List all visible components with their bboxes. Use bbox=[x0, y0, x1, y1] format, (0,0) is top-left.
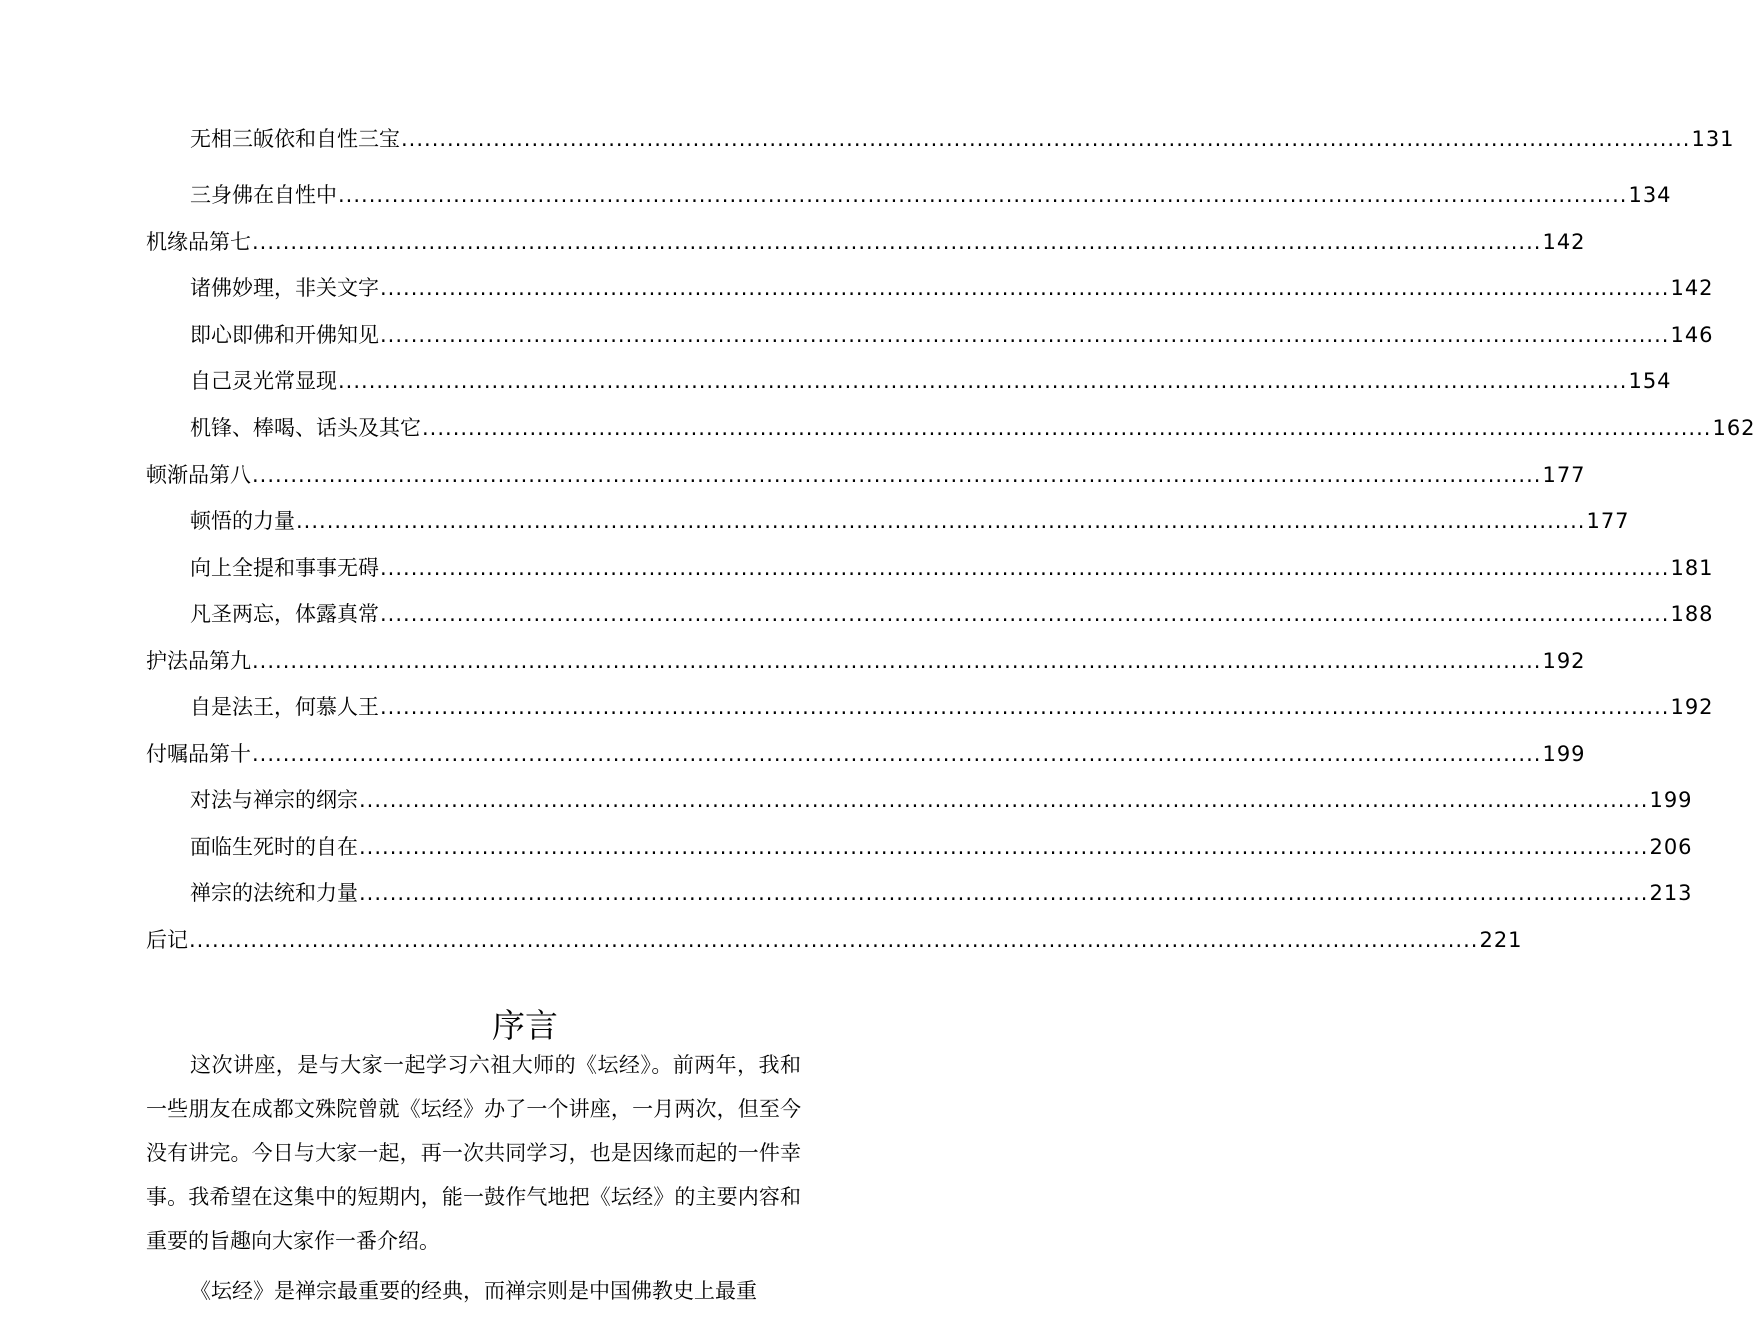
toc-entry-title: 凡圣两忘，体露真常 bbox=[190, 602, 379, 626]
toc-entry[interactable] bbox=[146, 739, 1586, 769]
toc-dot-leader: ........................................................................................................................................................................ bbox=[380, 323, 1670, 347]
toc-entry-title: 禅宗的法统和力量 bbox=[190, 881, 358, 905]
toc-entry-title: 向上全提和事事无碍 bbox=[190, 556, 379, 580]
toc-entry[interactable] bbox=[190, 599, 1714, 629]
toc-entry[interactable] bbox=[190, 506, 1630, 536]
toc-entry-title: 对法与禅宗的纲宗 bbox=[190, 788, 358, 812]
toc-page-number: 181 bbox=[1670, 556, 1714, 580]
toc-dot-leader: ........................................................................................................................................................................ bbox=[359, 788, 1649, 812]
toc-page-number: 142 bbox=[1542, 230, 1586, 254]
toc-entry-title: 顿渐品第八 bbox=[146, 463, 251, 487]
toc-page-number: 206 bbox=[1649, 835, 1693, 859]
toc-page-number: 199 bbox=[1649, 788, 1693, 812]
toc-page-number: 131 bbox=[1691, 127, 1735, 151]
toc-dot-leader: ........................................................................................................................................................................ bbox=[359, 881, 1649, 905]
toc-page-number: 154 bbox=[1628, 369, 1672, 393]
toc-dot-leader: ........................................................................................................................................................................ bbox=[359, 835, 1649, 859]
toc-dot-leader: ........................................................................................................................................................................ bbox=[401, 127, 1691, 151]
toc-entry[interactable] bbox=[146, 460, 1586, 490]
toc-page-number: 177 bbox=[1586, 509, 1630, 533]
toc-entry[interactable] bbox=[190, 320, 1714, 350]
toc-dot-leader: ........................................................................................................................................................................ bbox=[189, 928, 1479, 952]
toc-entry[interactable] bbox=[190, 273, 1714, 303]
toc-dot-leader: ........................................................................................................................................................................ bbox=[380, 602, 1670, 626]
preface-paragraph-1: 这次讲座，是与大家一起学习六祖大师的《坛经》。前两年，我和一些朋友在成都文殊院曾就《坛经》办了一个讲座，一月两次，但至今没有讲完。今日与大家一起，再一次共同学习，也是因缘而起的一件幸事。我希望在这集中的短期内，能一鼓作气地把《坛经》的主要内容和重要的旨趣向大家作一番介绍。 bbox=[146, 1053, 801, 1253]
toc-page-number: 177 bbox=[1542, 463, 1586, 487]
toc-entry-title: 护法品第九 bbox=[146, 649, 251, 673]
toc-dot-leader: ........................................................................................................................................................................ bbox=[252, 742, 1542, 766]
toc-entry-title: 后记 bbox=[146, 928, 188, 952]
toc-page-number: 192 bbox=[1670, 695, 1714, 719]
toc-dot-leader: ........................................................................................................................................................................ bbox=[338, 369, 1628, 393]
toc-entry-title: 机锋、棒喝、话头及其它 bbox=[190, 416, 421, 440]
toc-entry[interactable] bbox=[146, 646, 1586, 676]
toc-entry[interactable] bbox=[190, 692, 1714, 722]
preface-paragraph-2: 《坛经》是禅宗最重要的经典，而禅宗则是中国佛教史上最重 bbox=[190, 1279, 757, 1303]
toc-page-number: 134 bbox=[1628, 183, 1672, 207]
toc-entry-title: 自是法王，何慕人王 bbox=[190, 695, 379, 719]
toc-dot-leader: ........................................................................................................................................................................ bbox=[252, 230, 1542, 254]
toc-entry-title: 即心即佛和开佛知见 bbox=[190, 323, 379, 347]
toc-dot-leader: ........................................................................................................................................................................ bbox=[296, 509, 1586, 533]
toc-entry-title: 诸佛妙理，非关文字 bbox=[190, 276, 379, 300]
toc-entry[interactable] bbox=[146, 227, 1586, 257]
toc-entry[interactable] bbox=[190, 124, 1735, 154]
toc-entry-title: 三身佛在自性中 bbox=[190, 183, 337, 207]
toc-dot-leader: ........................................................................................................................................................................ bbox=[422, 416, 1712, 440]
toc-entry-title: 机缘品第七 bbox=[146, 230, 251, 254]
toc-entry[interactable] bbox=[190, 878, 1693, 908]
toc-entry[interactable] bbox=[190, 785, 1693, 815]
toc-entry-title: 付嘱品第十 bbox=[146, 742, 251, 766]
toc-entry[interactable] bbox=[146, 925, 1523, 955]
toc-entry[interactable] bbox=[190, 366, 1672, 396]
toc-entry[interactable] bbox=[190, 832, 1693, 862]
toc-dot-leader: ........................................................................................................................................................................ bbox=[252, 649, 1542, 673]
toc-dot-leader: ........................................................................................................................................................................ bbox=[380, 695, 1670, 719]
toc-dot-leader: ........................................................................................................................................................................ bbox=[252, 463, 1542, 487]
toc-page-number: 213 bbox=[1649, 881, 1693, 905]
toc-dot-leader: ........................................................................................................................................................................ bbox=[380, 556, 1670, 580]
preface-body bbox=[146, 1043, 801, 1313]
toc-page-number: 188 bbox=[1670, 602, 1714, 626]
toc-dot-leader: ........................................................................................................................................................................ bbox=[380, 276, 1670, 300]
toc-entry-title: 自己灵光常显现 bbox=[190, 369, 337, 393]
toc-page-number: 142 bbox=[1670, 276, 1714, 300]
toc-page-number: 162 bbox=[1712, 416, 1756, 440]
toc-page-number: 199 bbox=[1542, 742, 1586, 766]
toc-dot-leader: ........................................................................................................................................................................ bbox=[338, 183, 1628, 207]
toc-entry-title: 面临生死时的自在 bbox=[190, 835, 358, 859]
toc-entry-title: 顿悟的力量 bbox=[190, 509, 295, 533]
toc-page-number: 192 bbox=[1542, 649, 1586, 673]
toc-entry[interactable] bbox=[190, 180, 1672, 210]
toc-page-number: 146 bbox=[1670, 323, 1714, 347]
toc-entry[interactable] bbox=[190, 553, 1714, 583]
toc-page-number: 221 bbox=[1479, 928, 1523, 952]
preface-title: 序言 bbox=[492, 1006, 558, 1045]
toc-entry-title: 无相三皈依和自性三宝 bbox=[190, 127, 400, 151]
toc-entry[interactable] bbox=[190, 413, 1756, 443]
